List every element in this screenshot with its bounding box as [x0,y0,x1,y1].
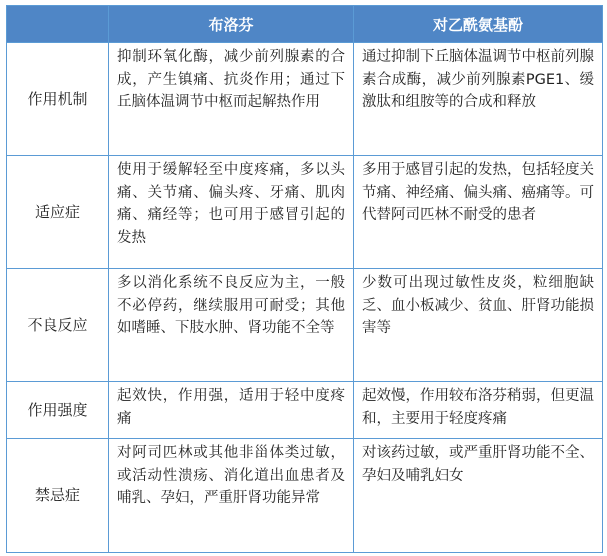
row-label: 不良反应 [7,269,109,382]
acetaminophen-cell: 起效慢，作用较布洛芬稍弱，但更温和，主要用于轻度疼痛 [354,382,603,439]
header-blank [7,6,109,43]
table-row [7,269,603,382]
row-label: 禁忌症 [7,439,109,553]
table-row [7,382,603,439]
ibuprofen-cell: 抑制环氧化酶，减少前列腺素的合成，产生镇痛、抗炎作用；通过下丘脑体温调节中枢而起解热作用 [109,43,354,156]
header-ibuprofen: 布洛芬 [109,6,354,43]
acetaminophen-cell: 少数可出现过敏性皮炎，粒细胞缺乏、血小板减少、贫血、肝肾功能损害等 [354,269,603,382]
table-row [7,156,603,269]
row-label: 适应症 [7,156,109,269]
header-acetaminophen: 对乙酰氨基酚 [354,6,603,43]
acetaminophen-cell: 对该药过敏，或严重肝肾功能不全、孕妇及哺乳妇女 [354,439,603,553]
comparison-table [6,5,603,553]
acetaminophen-cell: 通过抑制下丘脑体温调节中枢前列腺素合成酶，减少前列腺素PGE1、缓激肽和组胺等的合成和释放 [354,43,603,156]
ibuprofen-cell: 起效快，作用强，适用于轻中度疼痛 [109,382,354,439]
row-label: 作用机制 [7,43,109,156]
table-row [7,43,603,156]
ibuprofen-cell: 对阿司匹林或其他非甾体类过敏，或活动性溃疡、消化道出血患者及哺乳、孕妇，严重肝肾功能异常 [109,439,354,553]
table-row [7,439,603,553]
row-label: 作用强度 [7,382,109,439]
acetaminophen-cell: 多用于感冒引起的发热，包括轻度关节痛、神经痛、偏头痛、癌痛等。可代替阿司匹林不耐受的患者 [354,156,603,269]
ibuprofen-cell: 使用于缓解轻至中度疼痛，多以头痛、关节痛、偏头疼、牙痛、肌肉痛、痛经等；也可用于感冒引起的发热 [109,156,354,269]
ibuprofen-cell: 多以消化系统不良反应为主，一般不必停药，继续服用可耐受；其他如嗜睡、下肢水肿、肾功能不全等 [109,269,354,382]
header-row [7,6,603,43]
